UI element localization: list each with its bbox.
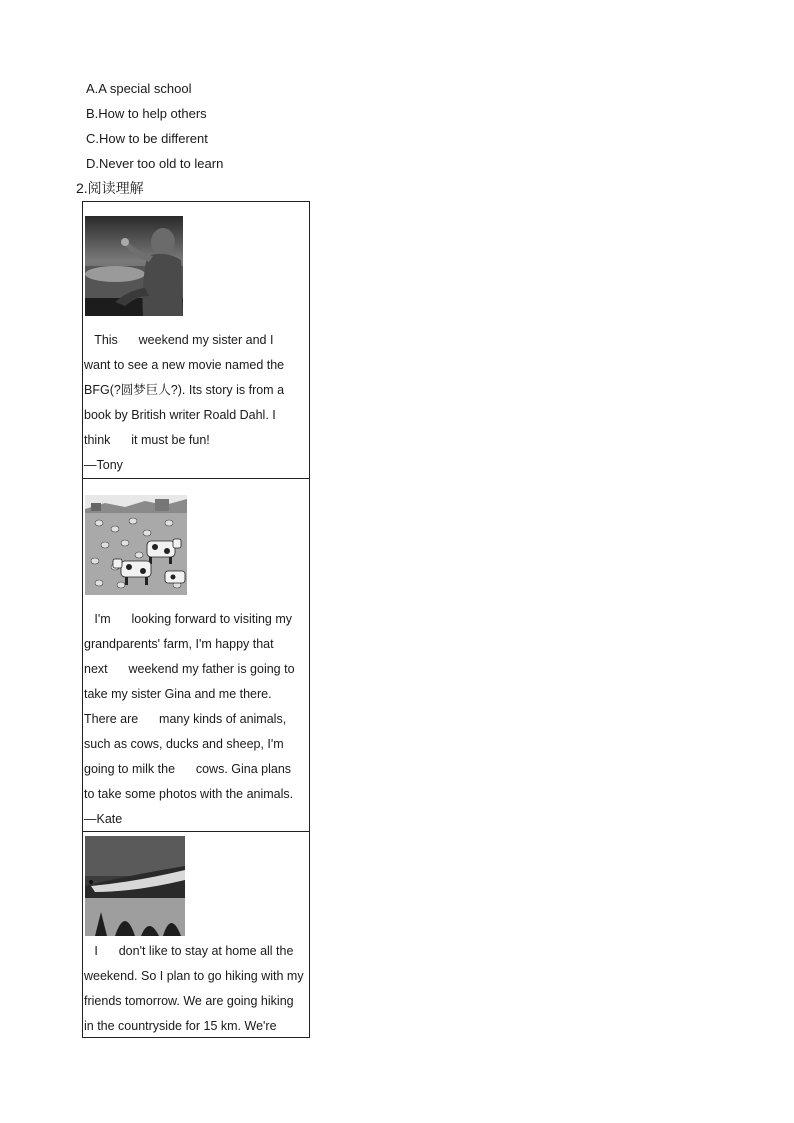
passage-line: such as cows, ducks and sheep, I'm [84, 737, 284, 751]
option-a: A.A special school [86, 81, 192, 96]
passage-text-tony [84, 328, 310, 478]
passage-line: in the countryside for 15 km. We're [84, 1019, 277, 1033]
option-c: C.How to be different [86, 131, 208, 146]
passage-line: This weekend my sister and I [84, 333, 274, 347]
section-title: 2.阅读理解 [76, 180, 144, 196]
passage-line: going to milk the cows. Gina plans [84, 762, 292, 776]
passage-line: I don't like to stay at home all the [84, 944, 294, 958]
passage-line: weekend. So I plan to go hiking with my [84, 969, 304, 983]
passage-line: BFG(?圆梦巨人?). Its story is from a [84, 383, 285, 397]
option-b: B.How to help others [86, 106, 207, 121]
passage-cell-tony [83, 202, 309, 479]
passage-cell-kate [83, 479, 309, 832]
farm-animals-photo [85, 495, 187, 595]
passage-line: want to see a new movie named the [84, 358, 285, 372]
passage-line: book by British writer Roald Dahl. I [84, 408, 276, 422]
passage-line: grandparents' farm, I'm happy that [84, 637, 274, 651]
passage-line: I'm looking forward to visiting my [84, 612, 293, 626]
passage-author: —Tony [84, 458, 123, 472]
passage-line: think it must be fun! [84, 433, 210, 447]
giant-movie-photo [85, 216, 183, 316]
passage-line: to take some photos with the animals. [84, 787, 294, 801]
passage-text-kate [84, 607, 310, 832]
passage-line: next weekend my father is going to [84, 662, 295, 676]
passage-line: friends tomorrow. We are going hiking [84, 994, 294, 1008]
passage-table [82, 201, 310, 1038]
passage-text-hiking [84, 939, 310, 1039]
passage-author: —Kate [84, 812, 123, 826]
passage-line: take my sister Gina and me there. [84, 687, 272, 701]
passage-line: There are many kinds of animals, [84, 712, 287, 726]
hiking-photo [85, 836, 185, 936]
option-d: D.Never too old to learn [86, 156, 224, 171]
passage-cell-hiking [83, 832, 309, 1038]
